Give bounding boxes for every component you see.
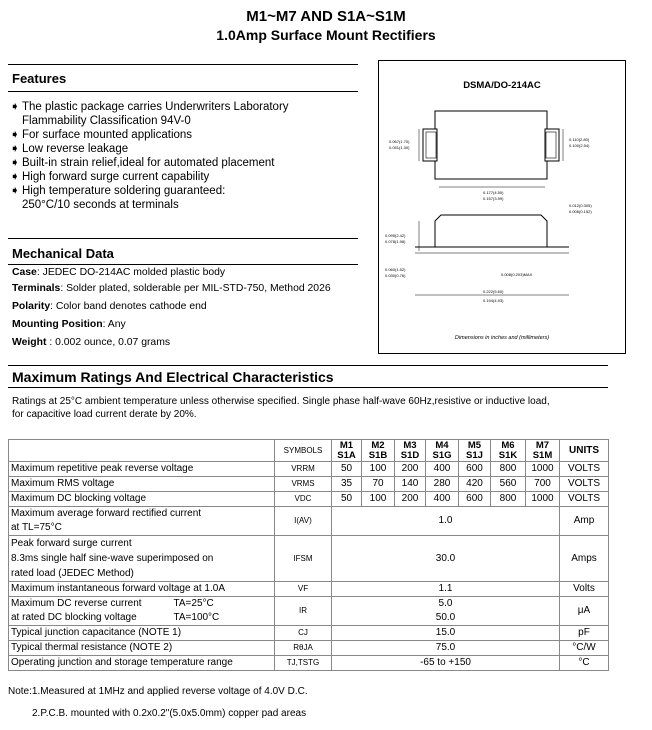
unit-cell: μA [560,597,609,626]
package-drawing [379,61,625,353]
dim-d6a: 0.060(1.52) [385,267,406,272]
table-row-tj [9,656,609,671]
mechanical-bottom-rule [8,264,358,265]
row-label: Maximum DC reverse current TA=25°C at rated DC blocking voltage TA=100°C [9,597,275,626]
feature-item-continuation: Flammability Classification 94V-0 [22,115,191,127]
table-row-cj [9,626,609,641]
units-header: UNITS [560,440,609,462]
value-cell: 1000 [526,462,560,477]
unit-cell: pF [560,626,609,641]
bullet-arrow-icon: ➧ [10,171,20,183]
value-cell: 140 [395,477,426,492]
row-symbol: IFSM [275,536,332,582]
part-m4: M4 S1G [426,440,459,462]
unit-cell: Amps [560,536,609,582]
package-body-side-view [435,215,547,247]
part-m6: M6 S1K [491,440,526,462]
document-title: M1~M7 AND S1A~S1M [246,8,406,25]
bullet-arrow-icon: ➧ [10,185,20,197]
dimensions-note: Dimensions in inches and (millimeters) [454,335,550,341]
features-top-rule [8,64,358,65]
mech-polarity: Polarity: Color band denotes cathode end [12,301,207,312]
feature-item: ➧ Low reverse leakage [10,143,129,155]
value-cell: 35 [332,477,362,492]
value-cell: 30.0 [332,536,560,582]
value-cell: 600 [459,492,491,507]
value-cell: 15.0 [332,626,560,641]
value-cell: 280 [426,477,459,492]
row-symbol: IR [275,597,332,626]
part-m7: M7 S1M [526,440,560,462]
ratings-top-rule [8,365,608,366]
value-cell: 50 [332,492,362,507]
part-m5: M5 S1J [459,440,491,462]
row-symbol: VDC [275,492,332,507]
row-label: Maximum repetitive peak reverse voltage [9,462,275,477]
value-cell: 800 [491,492,526,507]
package-outline-box [378,60,626,354]
value-cell: 420 [459,477,491,492]
mechanical-heading: Mechanical Data [12,246,114,261]
unit-cell: °C/W [560,641,609,656]
document-subtitle: 1.0Amp Surface Mount Rectifiers [216,27,436,43]
value-cell: 200 [395,462,426,477]
row-symbol: I(AV) [275,507,332,536]
table-row-ir [9,597,609,626]
value-cell: 5.0 50.0 [332,597,560,626]
features-bottom-rule [8,91,358,92]
mechanical-top-rule [8,238,358,239]
features-heading: Features [12,71,67,86]
value-cell: 1.1 [332,582,560,597]
left-terminal-inner [426,132,436,158]
bullet-arrow-icon: ➧ [10,129,20,141]
dim-d1b: 0.051(1.30) [389,145,410,150]
right-terminal-inner [546,132,556,158]
table-row-vrms [9,477,609,492]
value-cell: 100 [362,462,395,477]
header-empty-cell [9,440,275,462]
part-m3: M3 S1D [395,440,426,462]
unit-cell: Volts [560,582,609,597]
mech-mounting: Mounting Position: Any [12,319,126,330]
unit-cell: VOLTS [560,477,609,492]
unit-cell: °C [560,656,609,671]
ratings-heading: Maximum Ratings And Electrical Characteristics [12,369,334,385]
row-label: Operating junction and storage temperature range [9,656,275,671]
note-2: 2.P.C.B. mounted with 0.2x0.2"(5.0x5.0mm) copper pad areas [32,708,307,719]
dim-d7: 0.008(0.203)MAX [501,272,533,277]
bullet-arrow-icon: ➧ [10,101,20,113]
value-cell: 400 [426,462,459,477]
dim-d4b: 0.006(0.152) [569,209,592,214]
value-cell: 100 [362,492,395,507]
table-row-vrrm [9,462,609,477]
table-row-iav [9,507,609,536]
dim-d8a: 0.222(5.60) [483,289,504,294]
mech-case: Case: JEDEC DO-214AC molded plastic body [12,267,226,278]
table-row-vf [9,582,609,597]
value-cell: 50 [332,462,362,477]
row-label: Maximum average forward rectified current at TL=75°C [9,507,275,536]
feature-item: ➧ High forward surge current capability [10,171,210,183]
row-symbol: CJ [275,626,332,641]
note-1: Note:1.Measured at 1MHz and applied reverse voltage of 4.0V D.C. [8,686,308,697]
mech-terminals: Terminals: Solder plated, solderable per MIL-STD-750, Method 2026 [12,283,331,294]
row-label: Maximum DC blocking voltage [9,492,275,507]
dim-d5a: 0.095(2.42) [385,233,406,238]
dim-d4a: 0.012(0.305) [569,203,592,208]
value-cell: 800 [491,462,526,477]
dim-d2a: 0.110(2.80) [569,137,590,142]
feature-item: ➧ For surface mounted applications [10,129,193,141]
table-row-vdc [9,492,609,507]
table-row-ifsm [9,536,609,582]
part-m2: M2 S1B [362,440,395,462]
dim-d5b: 0.078(1.98) [385,239,406,244]
value-cell: 200 [395,492,426,507]
value-cell: 1000 [526,492,560,507]
ratings-table [8,439,609,671]
package-body-top-view [435,111,547,179]
ratings-note [12,395,612,421]
row-symbol: VF [275,582,332,597]
dim-d8b: 0.194(4.93) [483,298,504,303]
dim-d2b: 0.100(2.54) [569,143,590,148]
value-cell: 70 [362,477,395,492]
value-cell: 600 [459,462,491,477]
row-symbol: VRMS [275,477,332,492]
row-symbol: TJ,TSTG [275,656,332,671]
unit-cell: Amp [560,507,609,536]
ratings-bottom-rule [8,387,608,388]
row-label: Maximum instantaneous forward voltage at 1.0A [9,582,275,597]
feature-item-continuation: 250°C/10 seconds at terminals [22,199,179,211]
feature-item: ➧ Built-in strain relief,ideal for automated placement [10,157,275,169]
ratings-note-line1: Ratings at 25°C ambient temperature unless otherwise specified. Single phase half-wave 60Hz,resistive or inductive load, [12,396,550,407]
value-cell: 700 [526,477,560,492]
dim-d6b: 0.030(0.76) [385,273,406,278]
row-symbol: RθJA [275,641,332,656]
row-symbol: VRRM [275,462,332,477]
value-cell: -65 to +150 [332,656,560,671]
value-cell: 1.0 [332,507,560,536]
package-title: DSMA/DO-214AC [463,80,541,91]
feature-item: ➧ High temperature soldering guaranteed: [10,185,226,197]
row-label: Typical thermal resistance (NOTE 2) [9,641,275,656]
ratings-note-line2: for capacitive load current derate by 20%. [12,409,197,420]
mechanical-list [12,266,362,352]
bullet-arrow-icon: ➧ [10,157,20,169]
table-header-row [9,440,609,462]
row-label: Typical junction capacitance (NOTE 1) [9,626,275,641]
dim-d3b: 0.157(3.99) [483,196,504,201]
part-m1: M1 S1A [332,440,362,462]
unit-cell: VOLTS [560,492,609,507]
dim-d3a: 0.177(4.50) [483,190,504,195]
table-row-rtheta [9,641,609,656]
row-label: Maximum RMS voltage [9,477,275,492]
value-cell: 75.0 [332,641,560,656]
value-cell: 560 [491,477,526,492]
features-list [10,100,360,212]
bullet-arrow-icon: ➧ [10,143,20,155]
mech-weight: Weight : 0.002 ounce, 0.07 grams [12,337,171,348]
dim-d1a: 0.067(1.70) [389,139,410,144]
symbols-header: SYMBOLS [275,440,332,462]
unit-cell: VOLTS [560,462,609,477]
row-label: Peak forward surge current 8.3ms single half sine-wave superimposed on rated load (JEDEC Method) [9,536,275,582]
feature-item: ➧ The plastic package carries Underwriters Laboratory [10,101,289,113]
value-cell: 400 [426,492,459,507]
